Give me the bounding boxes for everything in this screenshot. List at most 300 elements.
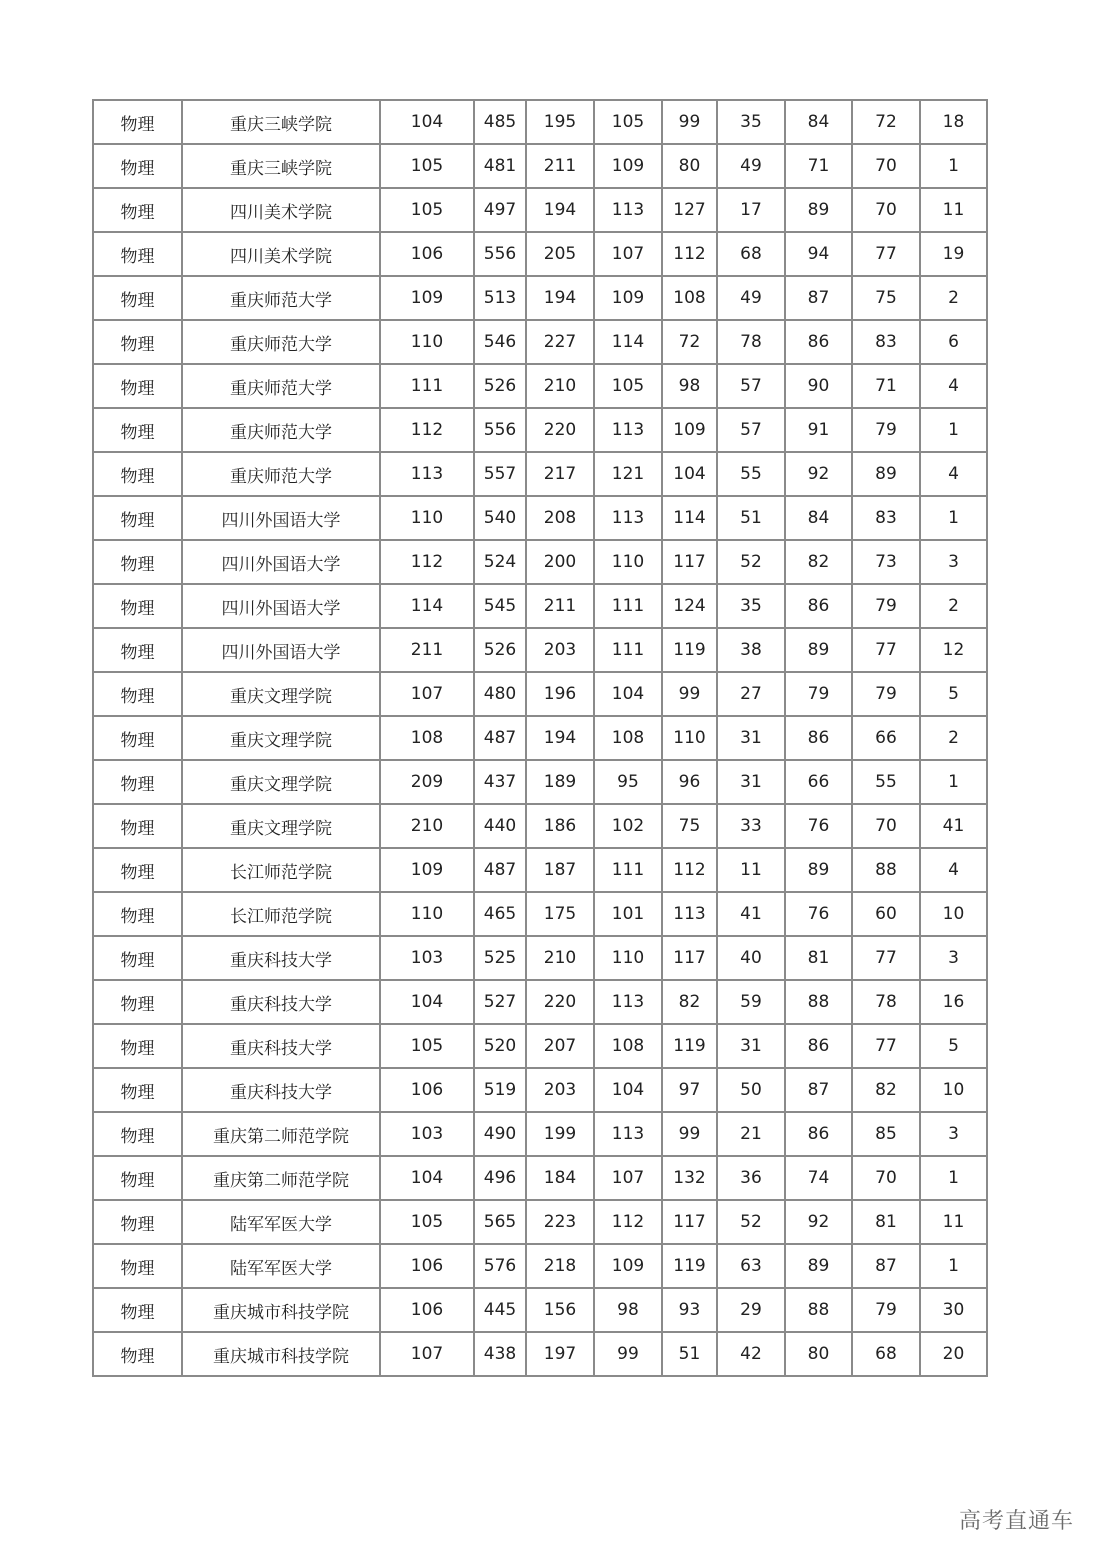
table-cell-col-score-7: 86	[785, 584, 852, 628]
table-cell-col-score-8: 73	[852, 540, 920, 584]
table-row	[93, 408, 987, 452]
table-cell-min-total-score: 497	[474, 188, 526, 232]
table-cell-col-score-7: 80	[785, 1332, 852, 1376]
table-cell-min-total-score: 525	[474, 936, 526, 980]
table-cell-min-total-score: 545	[474, 584, 526, 628]
table-row	[93, 980, 987, 1024]
table-cell-min-total-score: 527	[474, 980, 526, 1024]
table-cell-col-count: 6	[920, 320, 987, 364]
table-cell-major-group-code: 104	[380, 1156, 474, 1200]
table-cell-min-total-score: 481	[474, 144, 526, 188]
table-cell-subject: 物理	[93, 892, 182, 936]
table-row	[93, 848, 987, 892]
table-row	[93, 452, 987, 496]
table-cell-subject: 物理	[93, 584, 182, 628]
table-cell-school-name: 长江师范学院	[182, 892, 380, 936]
table-cell-min-total-score: 540	[474, 496, 526, 540]
table-cell-chinese-math-score: 189	[526, 760, 594, 804]
table-cell-col-score-6: 33	[717, 804, 785, 848]
table-cell-col-score-4: 109	[594, 276, 662, 320]
table-cell-col-score-8: 85	[852, 1112, 920, 1156]
table-cell-col-count: 1	[920, 408, 987, 452]
table-cell-col-score-7: 94	[785, 232, 852, 276]
table-cell-major-group-code: 109	[380, 276, 474, 320]
table-row	[93, 716, 987, 760]
table-cell-col-count: 2	[920, 716, 987, 760]
table-row	[93, 1156, 987, 1200]
table-row	[93, 276, 987, 320]
table-cell-col-score-6: 57	[717, 408, 785, 452]
table-cell-subject: 物理	[93, 1068, 182, 1112]
table-cell-col-score-7: 89	[785, 1244, 852, 1288]
table-row	[93, 1112, 987, 1156]
table-cell-chinese-math-score: 211	[526, 144, 594, 188]
table-cell-col-score-4: 95	[594, 760, 662, 804]
table-cell-col-count: 12	[920, 628, 987, 672]
table-cell-col-score-7: 79	[785, 672, 852, 716]
table-cell-col-score-4: 110	[594, 936, 662, 980]
table-cell-col-score-8: 79	[852, 584, 920, 628]
table-cell-col-score-7: 87	[785, 1068, 852, 1112]
table-cell-col-score-6: 63	[717, 1244, 785, 1288]
table-cell-col-score-6: 21	[717, 1112, 785, 1156]
table-cell-major-group-code: 105	[380, 144, 474, 188]
table-cell-col-score-7: 82	[785, 540, 852, 584]
table-cell-col-count: 1	[920, 1244, 987, 1288]
table-cell-min-total-score: 576	[474, 1244, 526, 1288]
table-cell-col-count: 11	[920, 1200, 987, 1244]
table-cell-school-name: 陆军军医大学	[182, 1244, 380, 1288]
table-cell-col-count: 11	[920, 188, 987, 232]
table-cell-col-score-5: 82	[662, 980, 717, 1024]
table-cell-chinese-math-score: 196	[526, 672, 594, 716]
table-cell-chinese-math-score: 211	[526, 584, 594, 628]
table-body	[93, 100, 987, 1376]
table-cell-chinese-math-score: 203	[526, 628, 594, 672]
table-cell-col-score-5: 99	[662, 672, 717, 716]
table-cell-col-count: 1	[920, 760, 987, 804]
table-cell-col-score-5: 117	[662, 1200, 717, 1244]
table-row	[93, 760, 987, 804]
table-cell-col-score-8: 70	[852, 804, 920, 848]
table-cell-col-score-8: 83	[852, 320, 920, 364]
table-cell-school-name: 重庆文理学院	[182, 672, 380, 716]
table-cell-major-group-code: 111	[380, 364, 474, 408]
table-cell-col-count: 1	[920, 144, 987, 188]
table-cell-col-score-5: 99	[662, 1112, 717, 1156]
table-cell-col-score-7: 84	[785, 100, 852, 144]
table-cell-col-score-8: 89	[852, 452, 920, 496]
table-cell-subject: 物理	[93, 100, 182, 144]
table-cell-subject: 物理	[93, 760, 182, 804]
table-cell-col-score-6: 49	[717, 144, 785, 188]
table-cell-col-score-6: 31	[717, 1024, 785, 1068]
table-cell-subject: 物理	[93, 672, 182, 716]
table-cell-chinese-math-score: 175	[526, 892, 594, 936]
table-row	[93, 540, 987, 584]
table-cell-col-score-6: 11	[717, 848, 785, 892]
table-cell-col-score-8: 81	[852, 1200, 920, 1244]
table-cell-chinese-math-score: 208	[526, 496, 594, 540]
table-cell-min-total-score: 526	[474, 364, 526, 408]
table-cell-major-group-code: 211	[380, 628, 474, 672]
table-cell-col-score-7: 88	[785, 980, 852, 1024]
table-cell-col-score-6: 51	[717, 496, 785, 540]
table-cell-col-count: 2	[920, 276, 987, 320]
table-cell-school-name: 重庆师范大学	[182, 408, 380, 452]
table-cell-col-score-6: 55	[717, 452, 785, 496]
table-cell-col-score-4: 113	[594, 1112, 662, 1156]
table-cell-col-score-4: 109	[594, 144, 662, 188]
table-cell-major-group-code: 210	[380, 804, 474, 848]
table-cell-school-name: 重庆三峡学院	[182, 100, 380, 144]
table-cell-chinese-math-score: 220	[526, 980, 594, 1024]
table-cell-col-score-7: 76	[785, 892, 852, 936]
table-cell-major-group-code: 106	[380, 1288, 474, 1332]
table-cell-col-count: 18	[920, 100, 987, 144]
table-cell-subject: 物理	[93, 1332, 182, 1376]
table-cell-col-count: 1	[920, 1156, 987, 1200]
table-cell-col-score-5: 117	[662, 540, 717, 584]
table-cell-col-count: 3	[920, 936, 987, 980]
table-cell-chinese-math-score: 186	[526, 804, 594, 848]
table-cell-col-score-5: 109	[662, 408, 717, 452]
table-cell-col-count: 1	[920, 496, 987, 540]
table-cell-col-score-6: 38	[717, 628, 785, 672]
table-cell-chinese-math-score: 194	[526, 716, 594, 760]
table-cell-major-group-code: 103	[380, 1112, 474, 1156]
table-row	[93, 364, 987, 408]
table-cell-col-score-5: 96	[662, 760, 717, 804]
table-cell-major-group-code: 113	[380, 452, 474, 496]
table-cell-col-score-6: 68	[717, 232, 785, 276]
table-row	[93, 672, 987, 716]
table-row	[93, 584, 987, 628]
table-cell-col-score-4: 121	[594, 452, 662, 496]
table-row	[93, 496, 987, 540]
table-cell-col-score-7: 89	[785, 628, 852, 672]
table-cell-subject: 物理	[93, 716, 182, 760]
table-cell-col-score-8: 78	[852, 980, 920, 1024]
table-cell-min-total-score: 546	[474, 320, 526, 364]
table-cell-min-total-score: 565	[474, 1200, 526, 1244]
table-cell-col-score-7: 84	[785, 496, 852, 540]
table-cell-min-total-score: 524	[474, 540, 526, 584]
table-cell-major-group-code: 103	[380, 936, 474, 980]
table-row	[93, 936, 987, 980]
table-cell-school-name: 重庆文理学院	[182, 804, 380, 848]
table-cell-col-score-5: 75	[662, 804, 717, 848]
table-cell-major-group-code: 110	[380, 892, 474, 936]
table-cell-major-group-code: 105	[380, 1200, 474, 1244]
table-cell-school-name: 四川外国语大学	[182, 584, 380, 628]
table-cell-col-score-4: 107	[594, 232, 662, 276]
table-cell-school-name: 重庆科技大学	[182, 1024, 380, 1068]
table-cell-col-score-5: 72	[662, 320, 717, 364]
table-row	[93, 892, 987, 936]
table-cell-col-score-5: 99	[662, 100, 717, 144]
table-cell-col-score-7: 92	[785, 452, 852, 496]
table-cell-col-score-6: 17	[717, 188, 785, 232]
table-cell-subject: 物理	[93, 1024, 182, 1068]
table-cell-school-name: 重庆师范大学	[182, 320, 380, 364]
table-cell-chinese-math-score: 217	[526, 452, 594, 496]
table-cell-subject: 物理	[93, 1112, 182, 1156]
table-cell-col-score-6: 35	[717, 584, 785, 628]
table-cell-subject: 物理	[93, 188, 182, 232]
table-cell-col-score-5: 113	[662, 892, 717, 936]
table-row	[93, 1288, 987, 1332]
table-cell-col-score-7: 66	[785, 760, 852, 804]
table-cell-school-name: 四川外国语大学	[182, 628, 380, 672]
table-cell-chinese-math-score: 210	[526, 364, 594, 408]
table-cell-col-score-8: 79	[852, 1288, 920, 1332]
table-cell-col-score-6: 49	[717, 276, 785, 320]
table-cell-school-name: 重庆师范大学	[182, 364, 380, 408]
table-cell-col-score-4: 111	[594, 848, 662, 892]
table-cell-major-group-code: 112	[380, 540, 474, 584]
table-cell-school-name: 重庆第二师范学院	[182, 1156, 380, 1200]
table-cell-school-name: 重庆城市科技学院	[182, 1288, 380, 1332]
table-cell-col-score-4: 104	[594, 672, 662, 716]
table-cell-col-count: 10	[920, 1068, 987, 1112]
table-cell-min-total-score: 526	[474, 628, 526, 672]
table-row	[93, 188, 987, 232]
table-cell-major-group-code: 106	[380, 1244, 474, 1288]
table-cell-school-name: 重庆科技大学	[182, 936, 380, 980]
table-cell-col-count: 3	[920, 540, 987, 584]
table-cell-col-score-8: 70	[852, 188, 920, 232]
table-row	[93, 628, 987, 672]
table-cell-chinese-math-score: 197	[526, 1332, 594, 1376]
table-cell-col-score-6: 35	[717, 100, 785, 144]
table-row	[93, 1332, 987, 1376]
table-cell-col-score-7: 86	[785, 1024, 852, 1068]
table-cell-col-score-8: 70	[852, 144, 920, 188]
table-cell-school-name: 四川美术学院	[182, 232, 380, 276]
table-cell-school-name: 重庆师范大学	[182, 452, 380, 496]
table-cell-col-score-6: 36	[717, 1156, 785, 1200]
table-cell-min-total-score: 438	[474, 1332, 526, 1376]
table-cell-chinese-math-score: 223	[526, 1200, 594, 1244]
table-cell-min-total-score: 487	[474, 848, 526, 892]
table-row	[93, 804, 987, 848]
table-cell-subject: 物理	[93, 804, 182, 848]
table-cell-col-score-4: 113	[594, 980, 662, 1024]
table-row	[93, 1200, 987, 1244]
table-cell-col-score-6: 50	[717, 1068, 785, 1112]
table-cell-chinese-math-score: 199	[526, 1112, 594, 1156]
table-cell-school-name: 重庆科技大学	[182, 1068, 380, 1112]
table-cell-col-score-4: 99	[594, 1332, 662, 1376]
table-row	[93, 100, 987, 144]
table-cell-chinese-math-score: 194	[526, 188, 594, 232]
table-cell-col-score-6: 42	[717, 1332, 785, 1376]
table-cell-school-name: 重庆第二师范学院	[182, 1112, 380, 1156]
table-row	[93, 1068, 987, 1112]
table-cell-major-group-code: 110	[380, 496, 474, 540]
table-cell-col-count: 5	[920, 1024, 987, 1068]
table-cell-min-total-score: 487	[474, 716, 526, 760]
table-cell-col-score-5: 117	[662, 936, 717, 980]
table-cell-chinese-math-score: 200	[526, 540, 594, 584]
table-cell-subject: 物理	[93, 628, 182, 672]
table-cell-school-name: 重庆文理学院	[182, 716, 380, 760]
table-cell-col-score-4: 112	[594, 1200, 662, 1244]
table-cell-col-score-8: 87	[852, 1244, 920, 1288]
table-cell-col-score-8: 66	[852, 716, 920, 760]
table-cell-subject: 物理	[93, 408, 182, 452]
table-cell-min-total-score: 485	[474, 100, 526, 144]
table-cell-subject: 物理	[93, 848, 182, 892]
table-cell-col-score-8: 68	[852, 1332, 920, 1376]
table-cell-subject: 物理	[93, 1288, 182, 1332]
table-cell-col-score-6: 31	[717, 716, 785, 760]
table-cell-col-count: 16	[920, 980, 987, 1024]
table-cell-subject: 物理	[93, 144, 182, 188]
table-cell-major-group-code: 110	[380, 320, 474, 364]
table-cell-subject: 物理	[93, 1156, 182, 1200]
table-cell-col-score-8: 77	[852, 1024, 920, 1068]
table-cell-col-score-8: 70	[852, 1156, 920, 1200]
table-cell-col-score-5: 119	[662, 628, 717, 672]
table-row	[93, 1244, 987, 1288]
table-cell-col-score-8: 82	[852, 1068, 920, 1112]
table-cell-chinese-math-score: 205	[526, 232, 594, 276]
table-cell-min-total-score: 513	[474, 276, 526, 320]
table-cell-chinese-math-score: 210	[526, 936, 594, 980]
table-cell-subject: 物理	[93, 276, 182, 320]
table-cell-min-total-score: 520	[474, 1024, 526, 1068]
table-cell-col-count: 3	[920, 1112, 987, 1156]
table-cell-col-score-4: 111	[594, 628, 662, 672]
table-cell-col-score-4: 105	[594, 100, 662, 144]
table-cell-col-score-6: 29	[717, 1288, 785, 1332]
table-cell-col-score-7: 71	[785, 144, 852, 188]
table-cell-col-score-4: 114	[594, 320, 662, 364]
table-cell-min-total-score: 519	[474, 1068, 526, 1112]
table-cell-col-score-5: 80	[662, 144, 717, 188]
table-cell-col-score-8: 75	[852, 276, 920, 320]
table-cell-col-score-6: 52	[717, 1200, 785, 1244]
table-cell-col-score-6: 78	[717, 320, 785, 364]
table-cell-school-name: 重庆科技大学	[182, 980, 380, 1024]
table-cell-col-score-4: 108	[594, 1024, 662, 1068]
table-cell-min-total-score: 440	[474, 804, 526, 848]
table-cell-col-score-5: 119	[662, 1024, 717, 1068]
table-cell-major-group-code: 104	[380, 980, 474, 1024]
table-cell-col-score-4: 110	[594, 540, 662, 584]
table-cell-subject: 物理	[93, 452, 182, 496]
table-cell-chinese-math-score: 194	[526, 276, 594, 320]
table-cell-col-score-8: 71	[852, 364, 920, 408]
table-cell-col-score-5: 108	[662, 276, 717, 320]
table-cell-subject: 物理	[93, 540, 182, 584]
table-cell-col-score-7: 89	[785, 848, 852, 892]
table-cell-school-name: 四川美术学院	[182, 188, 380, 232]
table-cell-subject: 物理	[93, 936, 182, 980]
table-cell-col-score-8: 77	[852, 232, 920, 276]
table-cell-chinese-math-score: 195	[526, 100, 594, 144]
table-cell-school-name: 重庆师范大学	[182, 276, 380, 320]
table-cell-col-count: 20	[920, 1332, 987, 1376]
table-cell-col-score-6: 31	[717, 760, 785, 804]
table-cell-chinese-math-score: 156	[526, 1288, 594, 1332]
table-cell-col-score-7: 92	[785, 1200, 852, 1244]
table-cell-col-score-4: 111	[594, 584, 662, 628]
table-cell-col-count: 5	[920, 672, 987, 716]
table-cell-col-score-7: 86	[785, 716, 852, 760]
table-cell-min-total-score: 556	[474, 408, 526, 452]
table-cell-subject: 物理	[93, 1244, 182, 1288]
table-cell-col-score-7: 76	[785, 804, 852, 848]
table-cell-school-name: 重庆文理学院	[182, 760, 380, 804]
table-cell-col-score-8: 77	[852, 936, 920, 980]
table-cell-col-score-4: 101	[594, 892, 662, 936]
table-cell-col-count: 2	[920, 584, 987, 628]
table-cell-subject: 物理	[93, 496, 182, 540]
table-cell-col-score-8: 79	[852, 672, 920, 716]
table-cell-min-total-score: 490	[474, 1112, 526, 1156]
table-cell-col-count: 10	[920, 892, 987, 936]
table-cell-col-score-5: 93	[662, 1288, 717, 1332]
table-cell-col-score-4: 113	[594, 496, 662, 540]
table-cell-subject: 物理	[93, 364, 182, 408]
table-cell-col-score-8: 55	[852, 760, 920, 804]
table-cell-col-score-5: 98	[662, 364, 717, 408]
table-cell-col-score-4: 102	[594, 804, 662, 848]
table-cell-major-group-code: 106	[380, 1068, 474, 1112]
table-cell-subject: 物理	[93, 980, 182, 1024]
table-cell-min-total-score: 465	[474, 892, 526, 936]
table-cell-col-count: 41	[920, 804, 987, 848]
table-cell-col-score-4: 98	[594, 1288, 662, 1332]
table-cell-col-score-6: 59	[717, 980, 785, 1024]
table-cell-col-score-5: 114	[662, 496, 717, 540]
score-table	[92, 99, 988, 1377]
table-cell-col-count: 4	[920, 848, 987, 892]
watermark-text: 高考直通车	[958, 1509, 1074, 1534]
table-cell-col-score-7: 86	[785, 1112, 852, 1156]
table-cell-col-score-4: 107	[594, 1156, 662, 1200]
table-cell-school-name: 重庆城市科技学院	[182, 1332, 380, 1376]
table-cell-min-total-score: 445	[474, 1288, 526, 1332]
table-cell-col-score-5: 97	[662, 1068, 717, 1112]
table-cell-col-score-6: 57	[717, 364, 785, 408]
table-row	[93, 320, 987, 364]
table-cell-col-score-7: 88	[785, 1288, 852, 1332]
table-cell-col-score-7: 91	[785, 408, 852, 452]
table-cell-col-score-8: 88	[852, 848, 920, 892]
table-cell-major-group-code: 105	[380, 1024, 474, 1068]
table-cell-major-group-code: 107	[380, 672, 474, 716]
table-cell-col-score-5: 110	[662, 716, 717, 760]
table-cell-col-score-5: 112	[662, 232, 717, 276]
table-cell-major-group-code: 105	[380, 188, 474, 232]
table-row	[93, 232, 987, 276]
table-cell-major-group-code: 106	[380, 232, 474, 276]
table-cell-chinese-math-score: 218	[526, 1244, 594, 1288]
table-cell-school-name: 四川外国语大学	[182, 496, 380, 540]
table-cell-col-score-4: 113	[594, 188, 662, 232]
table-cell-col-score-8: 79	[852, 408, 920, 452]
table-cell-col-count: 19	[920, 232, 987, 276]
table-cell-col-score-7: 86	[785, 320, 852, 364]
table-cell-col-score-6: 41	[717, 892, 785, 936]
table-cell-col-score-5: 51	[662, 1332, 717, 1376]
table-cell-chinese-math-score: 203	[526, 1068, 594, 1112]
table-cell-col-score-5: 104	[662, 452, 717, 496]
